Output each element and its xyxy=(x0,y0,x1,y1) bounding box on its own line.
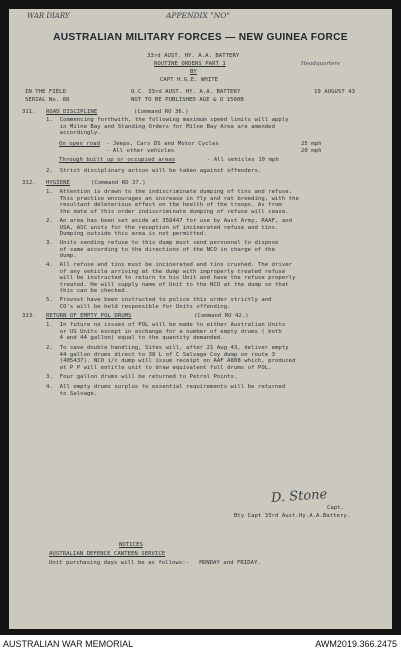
order-313-para4-line2: to Salvage. xyxy=(46,390,98,397)
signature-capt: Capt. xyxy=(327,505,345,511)
not-published-line: NOT TO BE PUBLISHED AGE & O 1500B xyxy=(131,97,244,103)
order-313-title: RETURN OF EMPTY POL DRUMS xyxy=(46,313,132,319)
order-313-para2-line1: 2. To save double handling, Sites will, after 21 Aug 43, deliver empty xyxy=(46,345,289,351)
order-312-para3-line2: of same according to the directions of the NCO in charge of the xyxy=(46,246,275,253)
order-312-title: HYGIENE xyxy=(46,180,70,186)
order-313-para2-line2: 44 gallon drums direct to 38 L of C Salvage Coy dump on route 3 xyxy=(46,351,275,358)
order-311-number: 311. xyxy=(22,109,36,115)
order-311-para1-line1: 1. Commencing forthwith, the following maximum speed limits will apply xyxy=(46,117,289,123)
order-311-para1-line2: in Milne Bay and Standing Orders for Milne Bay Area are amended xyxy=(46,123,275,130)
in-the-field: IN THE FIELD xyxy=(25,89,67,95)
footer-id: AWM2019.366.2475 xyxy=(315,639,397,649)
built-up-label: Through built up or occupied areas xyxy=(59,157,176,163)
order-312-para4-line2: of any vehicle arriving at the dump with improperly treated refuse xyxy=(46,268,286,275)
built-up-speed: - All vehicles 10 mph xyxy=(207,157,279,163)
open-road-speed-1: 25 mph xyxy=(301,141,322,147)
order-312-para1-line4: the date of this order indiscriminate dumping of refuse will cease. xyxy=(46,208,289,215)
document-title: AUSTRALIAN MILITARY FORCES — NEW GUINEA FORCE xyxy=(53,32,348,43)
order-312-para3-line3: dump. xyxy=(46,253,77,259)
open-road-vehicles-1: - Jeeps, Cars DS and Motor Cycles xyxy=(106,141,219,147)
order-312-command: (Command RO 37.) xyxy=(91,180,146,186)
canteen-service-title: AUSTRALIAN DEFENCE CANTEEN SERVICE xyxy=(49,551,166,557)
headquarters-stamp: Headquarters xyxy=(301,61,340,67)
order-311-command: (Command RO 36.) xyxy=(134,109,189,115)
open-road-speed-2: 20 mph xyxy=(301,148,322,154)
order-312-para4-line5: this can be checked. xyxy=(46,288,129,294)
war-diary-annotation: WAR DIARY xyxy=(27,12,70,20)
unit-name: 33rd AUST. HY. A.A. BATTERY xyxy=(147,53,240,59)
order-313-para4-line1: 4. All empty drums surplus to essential requirements will be returned xyxy=(46,384,286,390)
order-312-para4-line4: treated. He will supply name of Unit to the NCO at the dump so that xyxy=(46,281,289,288)
open-road-label: On open road xyxy=(59,141,101,147)
serial-number: SERIAL No. 88 xyxy=(25,97,70,103)
order-313-para1-line3: 4 and 44 gallon) equal to the quantity demanded. xyxy=(46,335,224,341)
order-311-title: ROAD DISCIPLINE xyxy=(46,109,98,115)
signature-battery: Bty Capt 33rd Aust.Hy.A.A.Battery. xyxy=(234,513,351,519)
order-313-para2-line3: (405437). NCO i/c dump will issue receipt on AAF A808 which, produced xyxy=(46,358,296,364)
order-311-para1-line3: accordingly. xyxy=(46,130,101,136)
notices-title: NOTICES xyxy=(119,542,143,548)
by-line: BY xyxy=(190,69,197,75)
order-313-command: (Command RO 42.) xyxy=(194,313,249,319)
order-313-para1-line1: 1. In future no issues of POL will be made to either Australian Units xyxy=(46,322,286,328)
document-date: 19 AUGUST 43 xyxy=(314,89,356,95)
order-312-para2-line2: USA, ASC units for the reception of incinerated refuse and tins. xyxy=(46,224,279,231)
order-313-para3: 3. Four gallon drums will be returned to Petrol Points. xyxy=(46,374,238,380)
appendix-annotation: APPENDIX "NO" xyxy=(166,11,230,20)
order-312-para5-line1: 5. Provost have been instructed to police this order strictly and xyxy=(46,297,272,303)
order-313-number: 313. xyxy=(22,313,36,319)
purchasing-days-line: Unit purchasing days will be as follows:- MONDAY and FRIDAY. xyxy=(49,560,261,566)
order-312-para4-line3: will be instructed to return to his Unit and have the refuse properly xyxy=(46,275,296,281)
capt-name: CAPT H.G.E. WHITE xyxy=(160,77,219,83)
order-312-para5-line2: CO's will be held responsible for Units offending. xyxy=(46,303,231,310)
order-312-para1-line1: 1. Attention is drawn to the indiscriminate dumping of tins and refuse. xyxy=(46,189,293,195)
signature: D. Stone xyxy=(270,487,328,506)
order-312-para1-line2: This practise encourages an increase in fly and rat breeding, with the xyxy=(46,195,299,202)
order-311-para2: 2. Strict disciplinary action will be taken against offenders. xyxy=(46,168,262,174)
order-312-para3-line1: 3. Units sending refuse to this dump must send personnel to dispose xyxy=(46,240,279,246)
order-313-para1-line2: or US Units except in exchange for a number of empty drums ( both xyxy=(46,328,282,335)
orders-title: ROUTINE ORDERS PART 1 xyxy=(154,61,226,67)
order-312-para1-line3: resultant deleterious effect on the health of the troops. As from xyxy=(46,202,282,208)
footer-credit: AUSTRALIAN WAR MEMORIAL xyxy=(3,639,134,649)
order-312-para2-line3: Dumping outside this area is not permitted. xyxy=(46,231,207,237)
caption-bar xyxy=(0,635,401,653)
oc-line: O.C. 33rd AUST. HY. A.A. BATTERY xyxy=(131,89,241,95)
order-312-number: 312. xyxy=(22,180,36,186)
open-road-vehicles-2: - All other vehicles xyxy=(106,148,175,154)
document-page xyxy=(9,9,392,629)
order-312-para4-line1: 4. All refuse and tins must be incinerated and tins crushed. The driver xyxy=(46,262,293,268)
order-312-para2-line1: 2. An area has been set aside at 358447 for use by Aust Army, RAAF, and xyxy=(46,218,293,224)
order-313-para2-line4: at P P will entitle unit to draw equivalent full drums of POL. xyxy=(46,364,272,371)
